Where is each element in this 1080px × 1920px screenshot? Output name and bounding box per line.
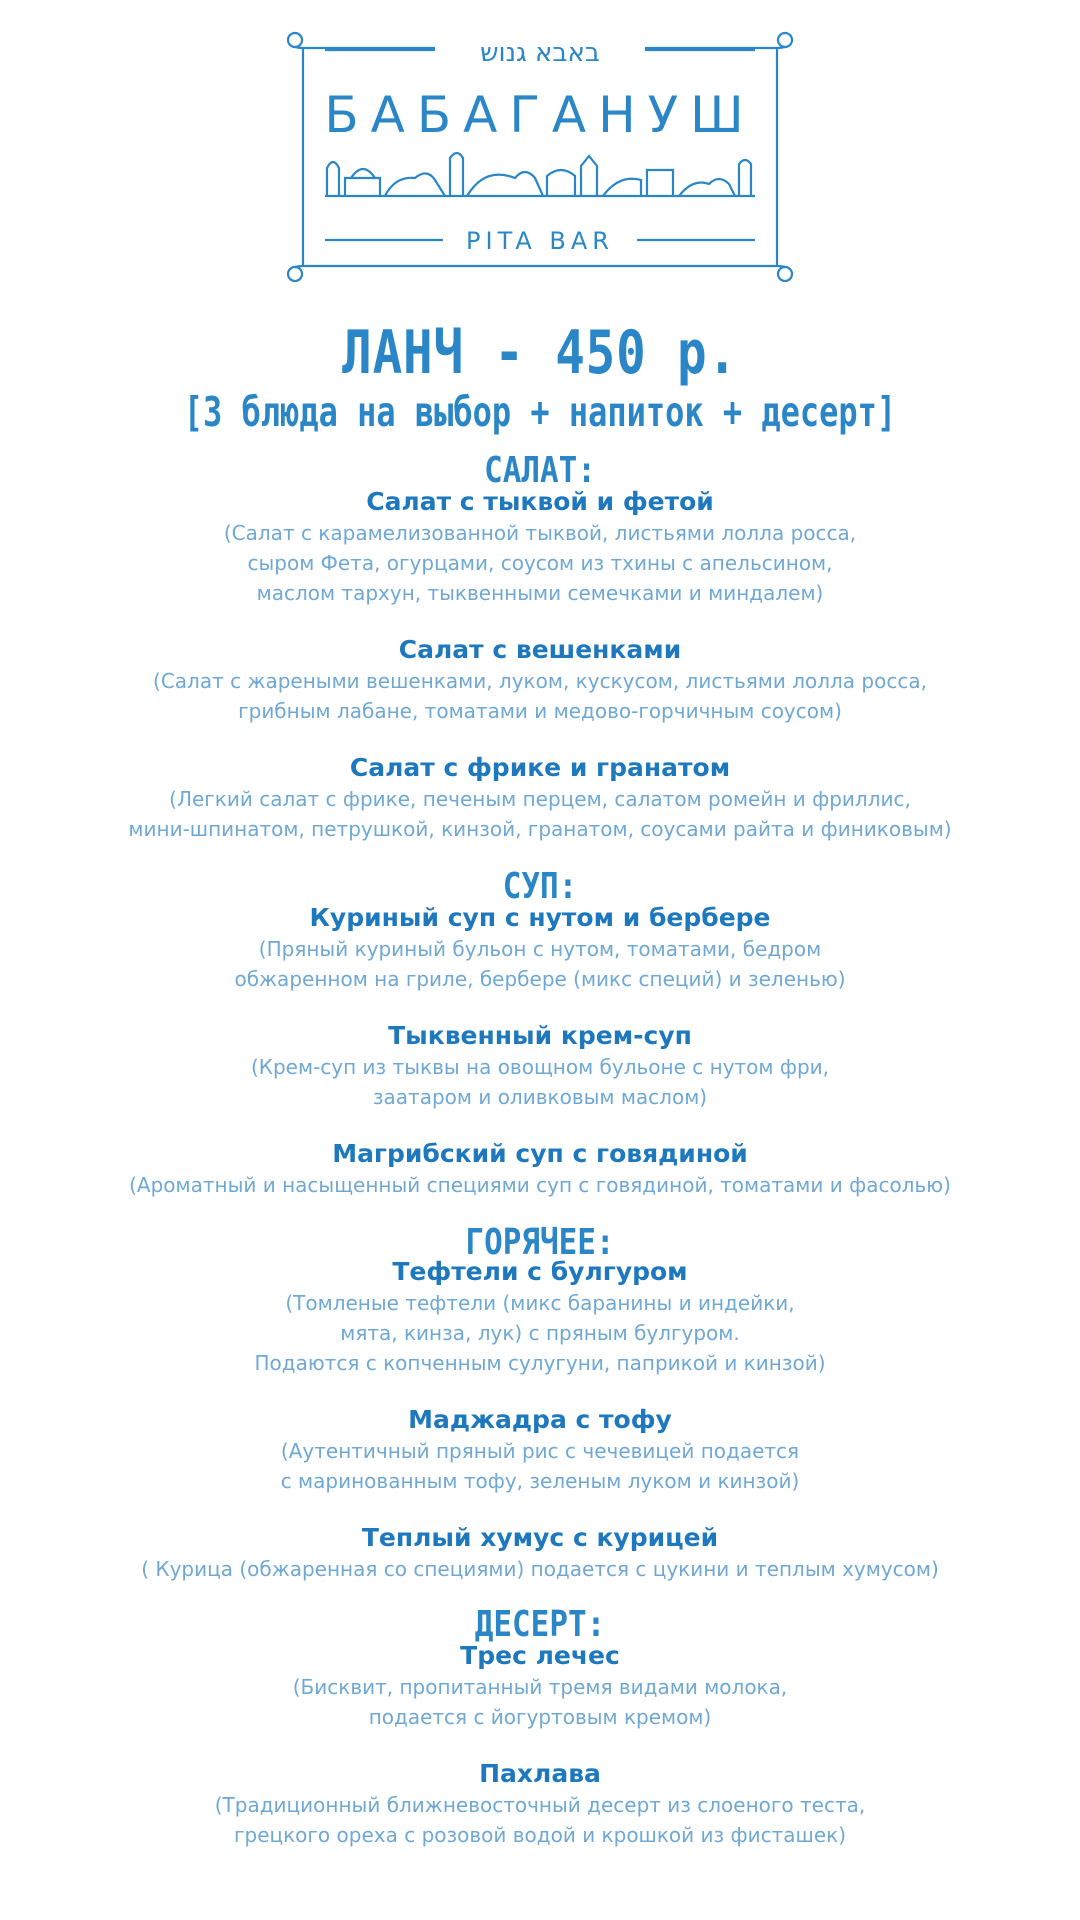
dish-description: (Легкий салат с фрике, печеным перцем, салатом ромейн и фриллис, мини-шпинатом, петрушкой, кинзой, гранатом, соусами райта и финиковым): [128, 787, 952, 841]
menu-item: [0, 1020, 1080, 1112]
logo-hebrew-text: באבא גנוש: [480, 38, 600, 68]
dish-description: (Традиционный ближневосточный десерт из слоеного теста, грецкого ореха с розовой водой и крошкой из фисташек): [214, 1793, 866, 1847]
logo-tagline-text: PITA BAR: [466, 227, 614, 255]
dish-name: Трес лечес: [460, 1641, 620, 1670]
dish-name: Магрибский суп с говядиной: [332, 1139, 748, 1168]
lunch-subtitle: [3 блюда на выбор + напиток + десерт]: [183, 388, 897, 436]
menu-item: [0, 1522, 1080, 1584]
menu-item: [0, 634, 1080, 726]
lunch-title: ЛАНЧ - 450 р.: [342, 318, 738, 388]
dish-description: (Салат с жареными вешенками, луком, кускусом, листьями лолла росса, грибным лабане, томатами и медово-горчичным соусом): [153, 669, 927, 723]
section-salad-heading: САЛАТ:: [484, 450, 596, 491]
dish-name: Маджадра с тофу: [408, 1405, 672, 1434]
dish-name: Салат с тыквой и фетой: [366, 487, 714, 516]
dish-name: Теплый хумус с курицей: [361, 1523, 719, 1552]
dish-name: Салат с вешенками: [398, 635, 682, 664]
logo-name-text: БАБАГАНУШ: [324, 86, 756, 144]
dish-description: (Ароматный и насыщенный специями суп с говядиной, томатами и фасолью): [129, 1173, 951, 1197]
logo-frame: [285, 28, 795, 286]
dish-description: (Аутентичный пряный рис с чечевицей подается с маринованным тофу, зеленым луком и кинзой): [280, 1439, 800, 1493]
dish-name: Тефтели с булгуром: [392, 1257, 688, 1286]
dish-name: Салат с фрике и гранатом: [349, 753, 731, 782]
dish-description: (Салат с карамелизованной тыквой, листьями лолла росса, сыром Фета, огурцами, соусом из тхины с апельсином, маслом тархун, тыквенными семечками и миндалем): [223, 521, 857, 605]
menu-item: [0, 1758, 1080, 1850]
dish-name: Тыквенный крем-суп: [388, 1021, 692, 1050]
menu-item: [0, 1640, 1080, 1732]
dish-description: (Томленые тефтели (микс баранины и индейки, мята, кинза, лук) с пряным булгуром. Подаются с копченным сулугуни, паприкой и кинзой): [254, 1291, 826, 1375]
restaurant-logo: [285, 28, 795, 286]
dish-description: (Бисквит, пропитанный тремя видами молока, подается с йогуртовым кремом): [292, 1675, 788, 1729]
menu-item: [0, 902, 1080, 994]
menu-item: [0, 752, 1080, 844]
dish-description: (Крем-суп из тыквы на овощном бульоне с нутом фри, заатаром и оливковым маслом): [250, 1055, 830, 1109]
dish-name: Пахлава: [479, 1759, 601, 1788]
section-soup-heading: СУП:: [502, 866, 578, 907]
menu-item: [0, 1138, 1080, 1200]
menu-item: [0, 1256, 1080, 1378]
dish-name: Куриный суп с нутом и бербере: [309, 903, 771, 932]
menu-item: [0, 486, 1080, 608]
dish-description: ( Курица (обжаренная со специями) подается с цукини и теплым хумусом): [141, 1557, 939, 1581]
menu-item: [0, 1404, 1080, 1496]
section-dessert-heading: ДЕСЕРТ:: [474, 1604, 606, 1645]
section-hot-heading: ГОРЯЧЕЕ:: [465, 1222, 615, 1263]
dish-description: (Пряный куриный бульон с нутом, томатами, бедром обжаренном на гриле, бербере (микс специй) и зеленью): [234, 937, 846, 991]
